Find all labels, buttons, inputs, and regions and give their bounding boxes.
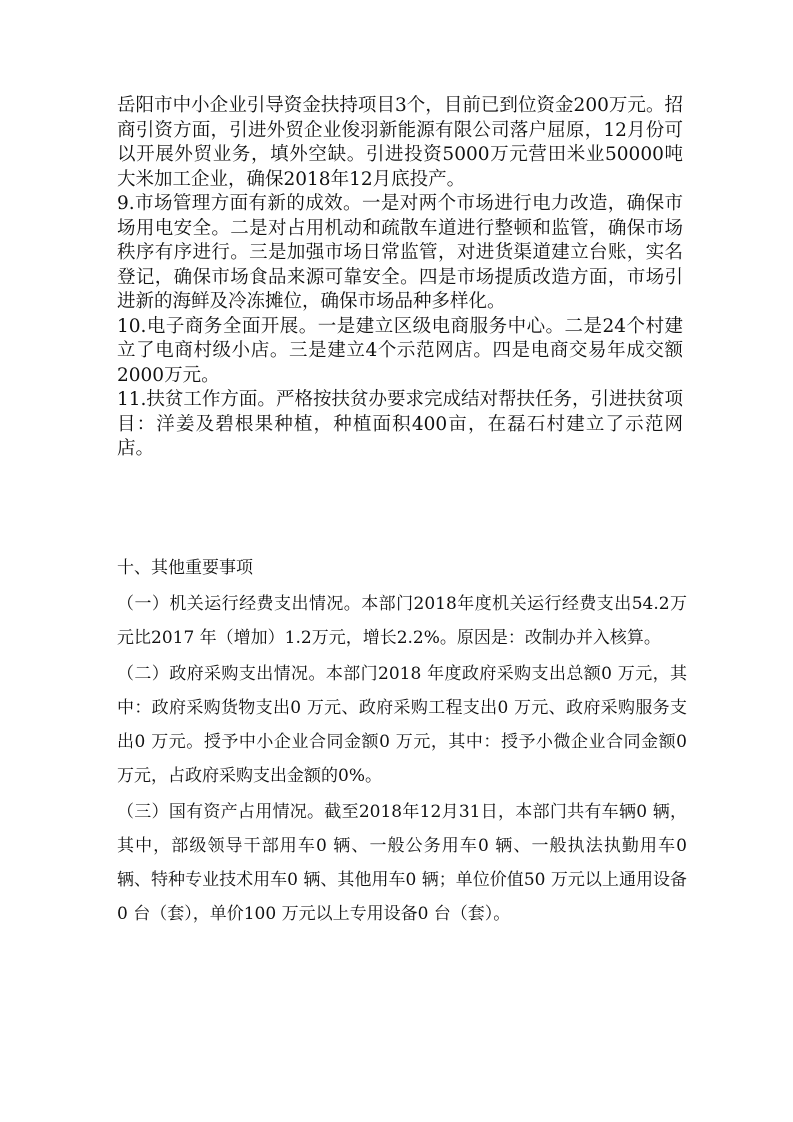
section-heading: 十、其他重要事项 <box>117 558 253 578</box>
other-matters-section <box>117 551 687 933</box>
paragraph-investment: 岳阳市中小企业引导资金扶持项目3个，目前已到位资金200万元。招商引资方面，引进外贸企业俊羽新能源有限公司落户屈原，12月份可以开展外贸业务，填外空缺。引进投资5000万元营田米业50000吨大米加工企业，确保2018年12月底投产。 <box>117 95 683 190</box>
paragraph-market-management: 9.市场管理方面有新的成效。一是对两个市场进行电力改造，确保市场用电安全。二是对占用机动和疏散车道进行整顿和监管，确保市场秩序有序进行。三是加强市场日常监管，对进货渠道建立台账，实名登记，确保市场食品来源可靠安全。四是市场提质改造方面，市场引进新的海鲜及冷冻摊位，确保市场品种多样化。 <box>117 193 683 312</box>
paragraph-operating-expenses: （一）机关运行经费支出情况。本部门2018年度机关运行经费支出54.2万元比2017 年（增加）1.2万元，增长2.2%。原因是：改制办并入核算。 <box>117 594 687 648</box>
paragraph-state-assets: （三）国有资产占用情况。截至2018年12月31日，本部门共有车辆0 辆，其中，部级领导干部用车0 辆、一般公务用车0 辆、一般执法执勤用车0 辆、特种专业技术用车0 辆、其他用车0 辆；单位价值50 万元以上通用设备0 台（套），单价100 万元以上专用设备0 台（套）。 <box>117 802 687 924</box>
paragraph-government-procurement: （二）政府采购支出情况。本部门2018 年度政府采购支出总额0 万元，其中：政府采购货物支出0 万元、政府采购工程支出0 万元、政府采购服务支出0 万元。授予中小企业合同金额0 万元，其中：授予小微企业合同金额0 万元，占政府采购支出金额的0%。 <box>117 664 687 786</box>
upper-text-block <box>117 94 683 462</box>
paragraph-poverty-alleviation: 11.扶贫工作方面。严格按扶贫办要求完成结对帮扶任务，引进扶贫项目：洋姜及碧根果种植，种植面积400亩，在磊石村建立了示范网店。 <box>117 389 683 459</box>
paragraph-e-commerce: 10.电子商务全面开展。一是建立区级电商服务中心。二是24个村建立了电商村级小店。三是建立4个示范网店。四是电商交易年成交额2000万元。 <box>117 315 683 386</box>
